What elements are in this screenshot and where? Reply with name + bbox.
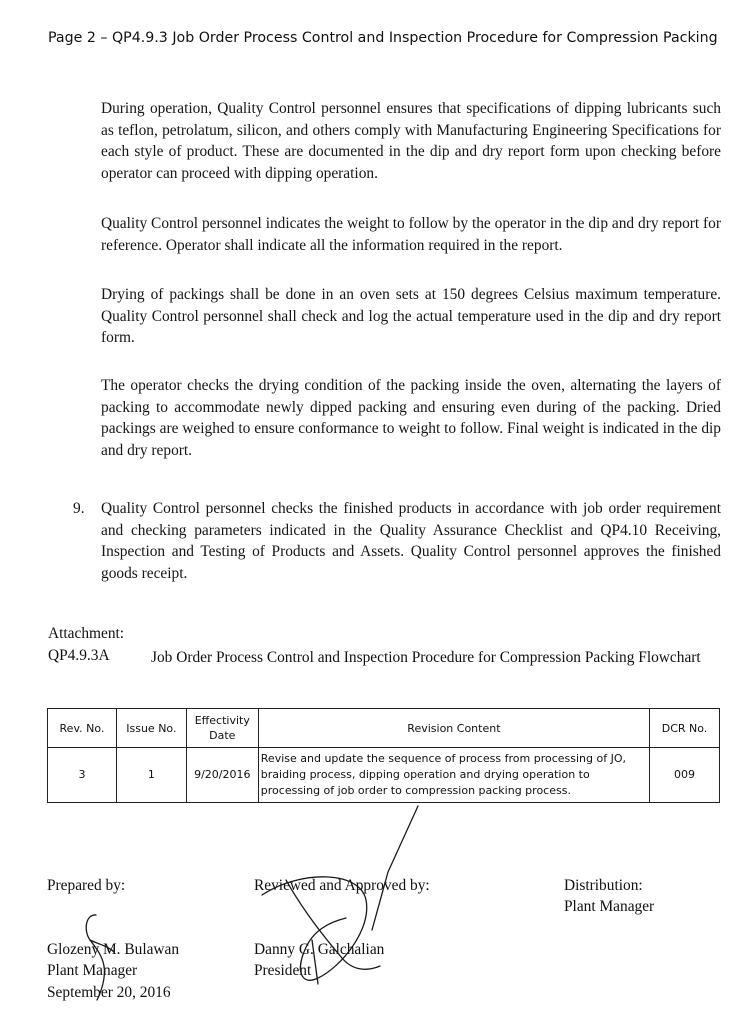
paragraph-drying-condition: The operator checks the drying condition of the packing inside the oven, alternating the layers of packing to accommodate newly dipped packing and ensuring even during of the packing. Dried packings are weighed to ensure conformance to weight to follow. Final weight is indicated in the dip and dry report. bbox=[101, 377, 721, 459]
paragraph-weight-to-follow: Quality Control personnel indicates the weight to follow by the operator in the dip and dry report for reference. Operator shall indicate all the information required in the report. bbox=[101, 215, 721, 254]
header-revision-content: Revision Content bbox=[258, 709, 649, 748]
reviewer-name: Danny G. Galchalian bbox=[254, 941, 385, 958]
list-item-text: Quality Control personnel checks the finished products in accordance with job order requirement and checking parameters indicated in the Quality Assurance Checklist and QP4.10 Receiving, Inspection and Testing of Products and Assets. Quality Control personnel approves the finished goods receipt. bbox=[101, 500, 721, 582]
header-effectivity-date: Effectivity Date bbox=[186, 709, 258, 748]
cell-effectivity-date: 9/20/2016 bbox=[186, 748, 258, 803]
cell-dcr-no: 009 bbox=[650, 748, 720, 803]
header-dcr-no: DCR No. bbox=[650, 709, 720, 748]
attachment-title: Job Order Process Control and Inspection Procedure for Compression Packing Flowchart bbox=[151, 649, 701, 666]
table-row bbox=[48, 748, 720, 803]
reviewed-approved-label: Reviewed and Approved by: bbox=[254, 877, 430, 894]
attachment-label: Attachment: bbox=[48, 625, 125, 642]
cell-issue-no: 1 bbox=[116, 748, 186, 803]
prepared-by-label: Prepared by: bbox=[47, 877, 126, 894]
distribution-value: Plant Manager bbox=[564, 898, 655, 915]
paragraph-drying-temperature: Drying of packings shall be done in an oven sets at 150 degrees Celsius maximum temperature. Quality Control personnel shall check and log the actual temperature used in the dip and dry report form. bbox=[101, 286, 721, 346]
attachment-code: QP4.9.3A bbox=[48, 647, 110, 664]
header-rev-no: Rev. No. bbox=[48, 709, 117, 748]
preparer-name: Glozeny M. Bulawan bbox=[47, 941, 180, 958]
list-item-number: 9. bbox=[73, 500, 85, 517]
reviewer-role: President bbox=[254, 962, 312, 979]
page-header: Page 2 – QP4.9.3 Job Order Process Control and Inspection Procedure for Compression Packing bbox=[48, 30, 718, 46]
header-issue-no: Issue No. bbox=[116, 709, 186, 748]
revision-table bbox=[47, 708, 720, 803]
table-header-row bbox=[48, 709, 720, 748]
cell-revision-content: Revise and update the sequence of process from processing of JO, braiding process, dipping operation and drying operation to processing of job order to compression packing process. bbox=[258, 748, 649, 803]
distribution-label: Distribution: bbox=[564, 877, 643, 894]
reviewer-signature-line bbox=[372, 806, 418, 930]
preparer-role: Plant Manager bbox=[47, 962, 138, 979]
cell-rev-no: 3 bbox=[48, 748, 117, 803]
paragraph-dipping-specifications: During operation, Quality Control personnel ensures that specifications of dipping lubricants such as teflon, petrolatum, silicon, and others comply with Manufacturing Engineering Specifications for each style of product. These are documented in the dip and dry report form upon checking before operator can proceed with dipping operation. bbox=[101, 100, 721, 182]
preparer-date: September 20, 2016 bbox=[47, 984, 171, 1001]
